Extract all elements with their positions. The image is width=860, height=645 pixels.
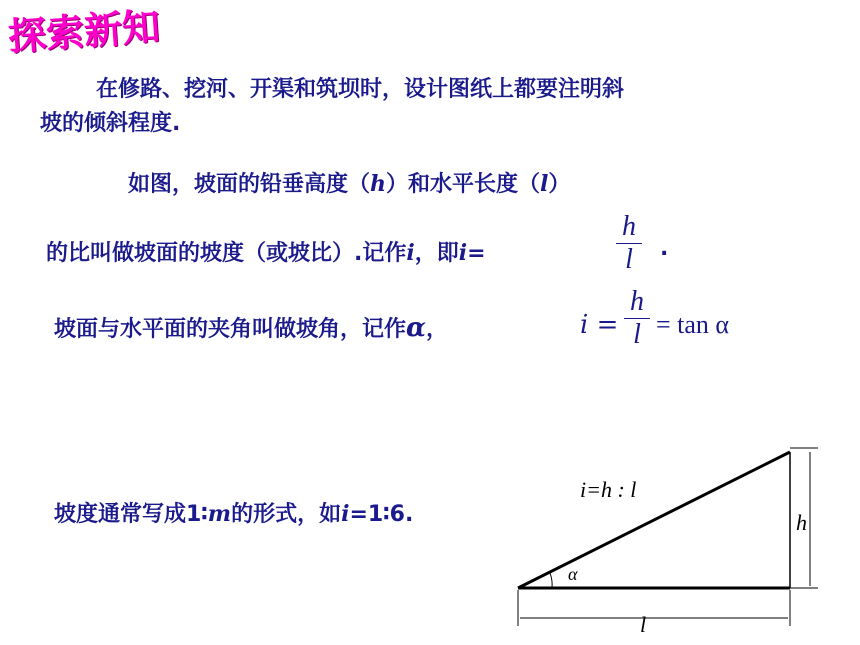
slope-fraction-1: h l xyxy=(616,212,642,275)
intro-line-1: 在修路、挖河、开渠和筑坝时，设计图纸上都要注明斜 xyxy=(96,77,625,102)
base-label: l xyxy=(640,612,647,637)
definition-line-1: 如图，坡面的铅垂高度（h）和水平长度（l） xyxy=(128,171,571,197)
slope-label: i=h : l xyxy=(580,477,637,502)
definition-period: . xyxy=(660,236,669,261)
slope-ratio-line: 坡度通常写成1∶m的形式，如i=1∶6. xyxy=(54,501,414,527)
slope-line xyxy=(518,452,790,588)
slope-triangle-diagram xyxy=(500,440,840,640)
definition-line-2: 的比叫做坡面的坡度（或坡比）.记作i，即i= xyxy=(46,240,486,266)
angle-label: α xyxy=(568,564,578,584)
formula-rhs: = tan α xyxy=(656,310,730,339)
slide-title: 探索新知 xyxy=(6,4,162,59)
height-label: h xyxy=(796,510,807,535)
intro-line-2: 坡的倾斜程度. xyxy=(40,111,181,136)
slope-angle-line: 坡面与水平面的夹角叫做坡角，记作α， xyxy=(54,313,449,343)
formula-lhs: i = xyxy=(580,310,619,340)
angle-arc xyxy=(550,573,552,588)
slope-fraction-2: h l xyxy=(624,287,650,350)
